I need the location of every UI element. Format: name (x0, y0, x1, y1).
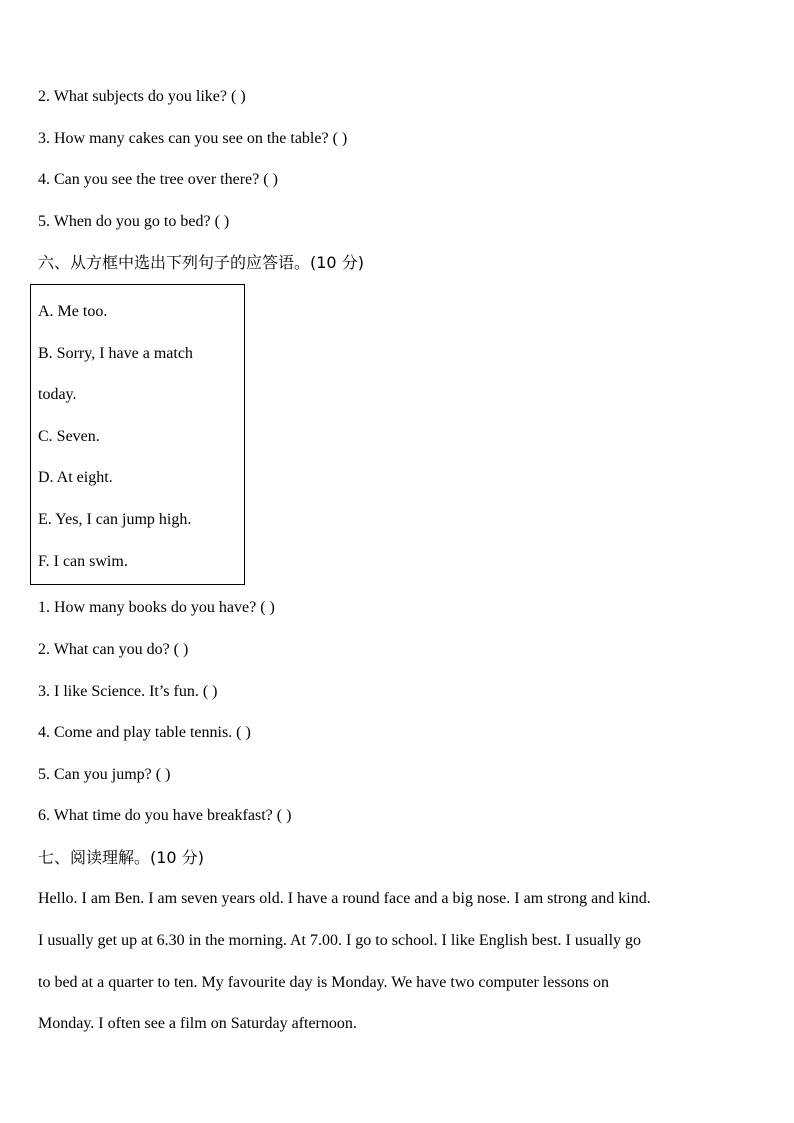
question-6-3: 3. I like Science. It’s fun. ( ) (38, 683, 218, 700)
passage-line-2: I usually get up at 6.30 in the morning. At 7.00. I go to school. I like English best. I usually go (38, 932, 642, 949)
option-e: E. Yes, I can jump high. (38, 511, 192, 528)
question-6-2: 2. What can you do? ( ) (38, 641, 189, 658)
option-b-continued: today. (38, 386, 77, 403)
question-5-2: 2. What subjects do you like? ( ) (38, 88, 246, 105)
answer-options-box (30, 284, 245, 585)
passage-line-1: Hello. I am Ben. I am seven years old. I have a round face and a big nose. I am strong and kind. (38, 890, 651, 907)
question-6-1: 1. How many books do you have? ( ) (38, 599, 275, 616)
option-d: D. At eight. (38, 469, 113, 486)
option-f: F. I can swim. (38, 553, 128, 570)
section-6-heading: 六、从方框中选出下列句子的应答语。(10 分) (38, 253, 364, 272)
passage-line-4: Monday. I often see a film on Saturday afternoon. (38, 1015, 357, 1032)
question-6-6: 6. What time do you have breakfast? ( ) (38, 807, 292, 824)
option-c: C. Seven. (38, 428, 100, 445)
question-5-5: 5. When do you go to bed? ( ) (38, 213, 230, 230)
question-5-3: 3. How many cakes can you see on the table? ( ) (38, 130, 348, 147)
question-5-4: 4. Can you see the tree over there? ( ) (38, 171, 278, 188)
passage-line-3: to bed at a quarter to ten. My favourite day is Monday. We have two computer lessons on (38, 974, 610, 991)
question-6-5: 5. Can you jump? ( ) (38, 766, 171, 783)
section-7-heading: 七、阅读理解。(10 分) (38, 848, 204, 867)
question-6-4: 4. Come and play table tennis. ( ) (38, 724, 251, 741)
option-a: A. Me too. (38, 303, 108, 320)
option-b: B. Sorry, I have a match (38, 345, 193, 362)
